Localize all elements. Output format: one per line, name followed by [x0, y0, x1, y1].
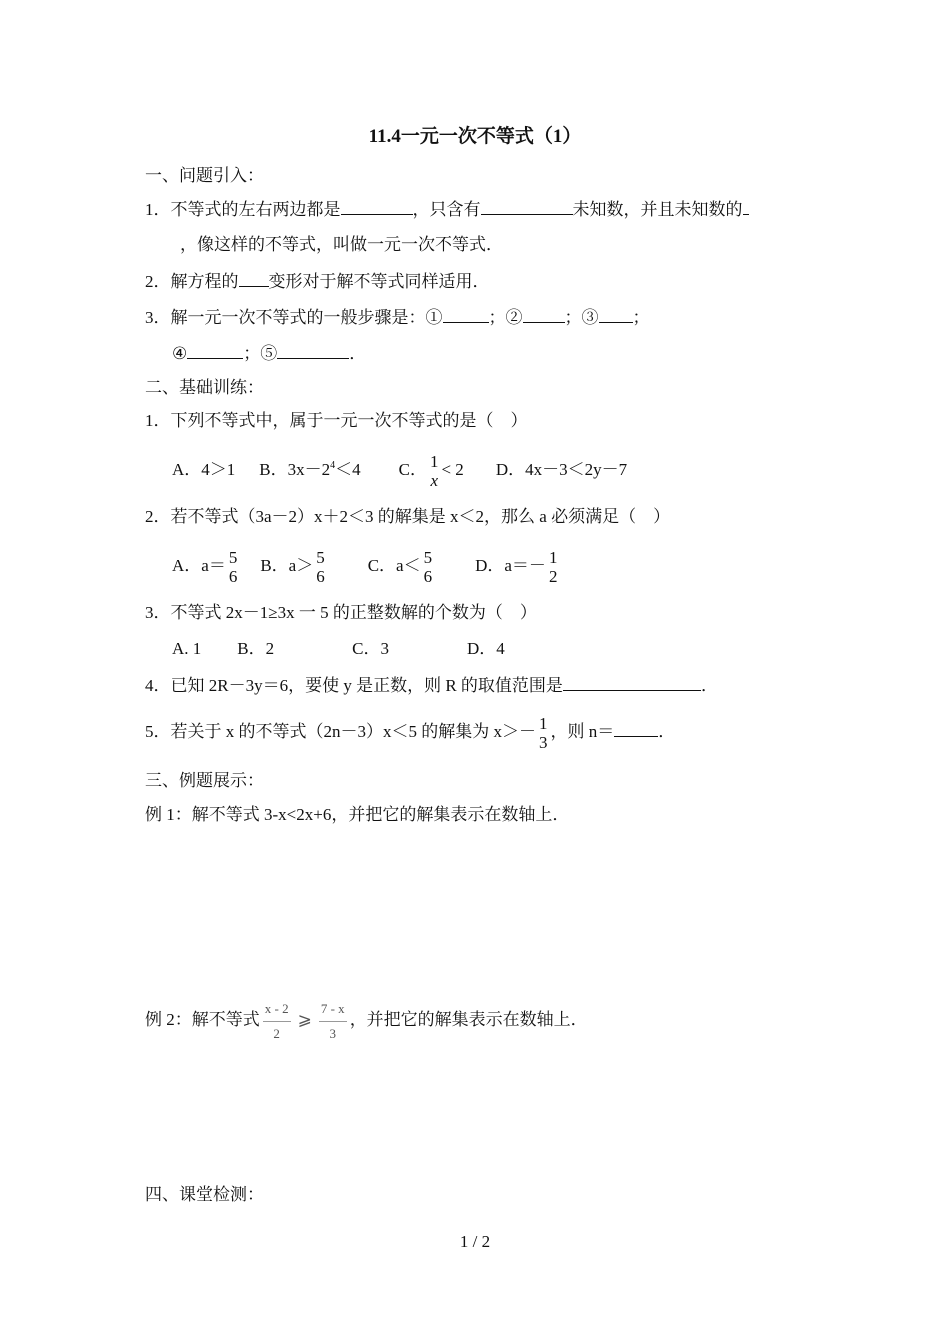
blank	[743, 198, 749, 215]
fraction: 1 x	[429, 452, 439, 491]
blank	[563, 674, 701, 691]
fraction: $\frac{x - 2}{2}$	[263, 997, 291, 1046]
blank	[614, 720, 658, 737]
example-1: 例 1：解不等式 3-x<2x+6，并把它的解集表示在数轴上．	[145, 805, 570, 824]
blank	[443, 306, 489, 323]
section-1-heading: 一、问题引入：	[145, 166, 264, 185]
question-2-2: 2．若不等式（3a－2）x＋2＜3 的解集是 x＜2，那么 a 必须满足（ ）	[145, 507, 671, 526]
option-c: C．3	[352, 639, 389, 658]
section-3-heading: 三、例题展示：	[145, 771, 264, 790]
section-2-heading: 二、基础训练：	[145, 378, 264, 397]
option-b: B．2	[237, 639, 275, 658]
question-2-3-options	[172, 638, 505, 660]
option-a: A. 1	[172, 639, 202, 658]
page-title: 11.4一元一次不等式（1）	[368, 126, 582, 147]
fraction: 1 2	[548, 548, 558, 587]
blank	[239, 270, 269, 287]
blank	[187, 342, 243, 359]
question-2-3: 3．不等式 2x－1≥3x 一 5 的正整数解的个数为（ ）	[145, 603, 537, 622]
blank	[599, 306, 633, 323]
option-d: D．a＝－ 1 2	[475, 548, 558, 587]
question-2-2-options	[172, 544, 560, 588]
option-c: C． 1 x < 2	[398, 452, 464, 491]
option-a: A．4＞1	[172, 460, 236, 479]
question-1-1-cont: ，像这样的不等式，叫做一元一次不等式．	[172, 234, 503, 256]
fraction: 1 3	[539, 714, 548, 753]
example-2: 例 2：解不等式 $\frac{x - 2}{2}$ ⩾ $\frac{7 - x}{3}$ ，并把它的解集表示在数轴上．	[145, 990, 588, 1050]
blank	[481, 198, 573, 215]
question-1-3-cont: ④ ；⑤ ．	[172, 344, 367, 363]
fraction: $\frac{7 - x}{3}$	[319, 997, 347, 1046]
question-2-1: 1．下列不等式中，属于一元一次不等式的是（ ）	[145, 411, 528, 430]
blank	[341, 198, 413, 215]
option-a: A．a＝ 5 6	[172, 548, 238, 587]
question-2-1-options	[172, 448, 627, 492]
question-2-5: 5．若关于 x 的不等式（2n－3）x＜5 的解集为 x＞－ 1 3 ，则 n＝ ．	[145, 714, 676, 753]
section-4-heading: 四、课堂检测：	[145, 1185, 264, 1204]
question-1-1: 1．不等式的左右两边都是 ，只含有 未知数，并且未知数的	[145, 198, 749, 221]
option-d: D．4	[466, 639, 505, 658]
fraction: 5 6	[423, 548, 433, 587]
blank	[523, 306, 565, 323]
option-c: C．a＜ 5 6	[367, 548, 433, 587]
page-number: 1 / 2	[459, 1232, 491, 1251]
question-1-3: 3．解一元一次不等式的一般步骤是：① ；② ；③ ；	[145, 308, 650, 327]
ge-sign: ⩾	[297, 1010, 312, 1029]
fraction: 5 6	[316, 548, 325, 587]
blank	[172, 234, 180, 250]
fraction: 5 6	[228, 548, 238, 587]
option-b: B．$3x-2^4<4$	[259, 460, 361, 479]
blank	[277, 342, 349, 359]
option-d: D．4x－3＜2y－7	[495, 460, 628, 479]
question-1-2: 2．解方程的 变形对于解不等式同样适用．	[145, 272, 490, 291]
question-2-4: 4．已知 2R－3y＝6，要使 y 是正数，则 R 的取值范围是 ．	[145, 676, 718, 695]
option-b: B．a＞ 5 6	[260, 548, 325, 587]
